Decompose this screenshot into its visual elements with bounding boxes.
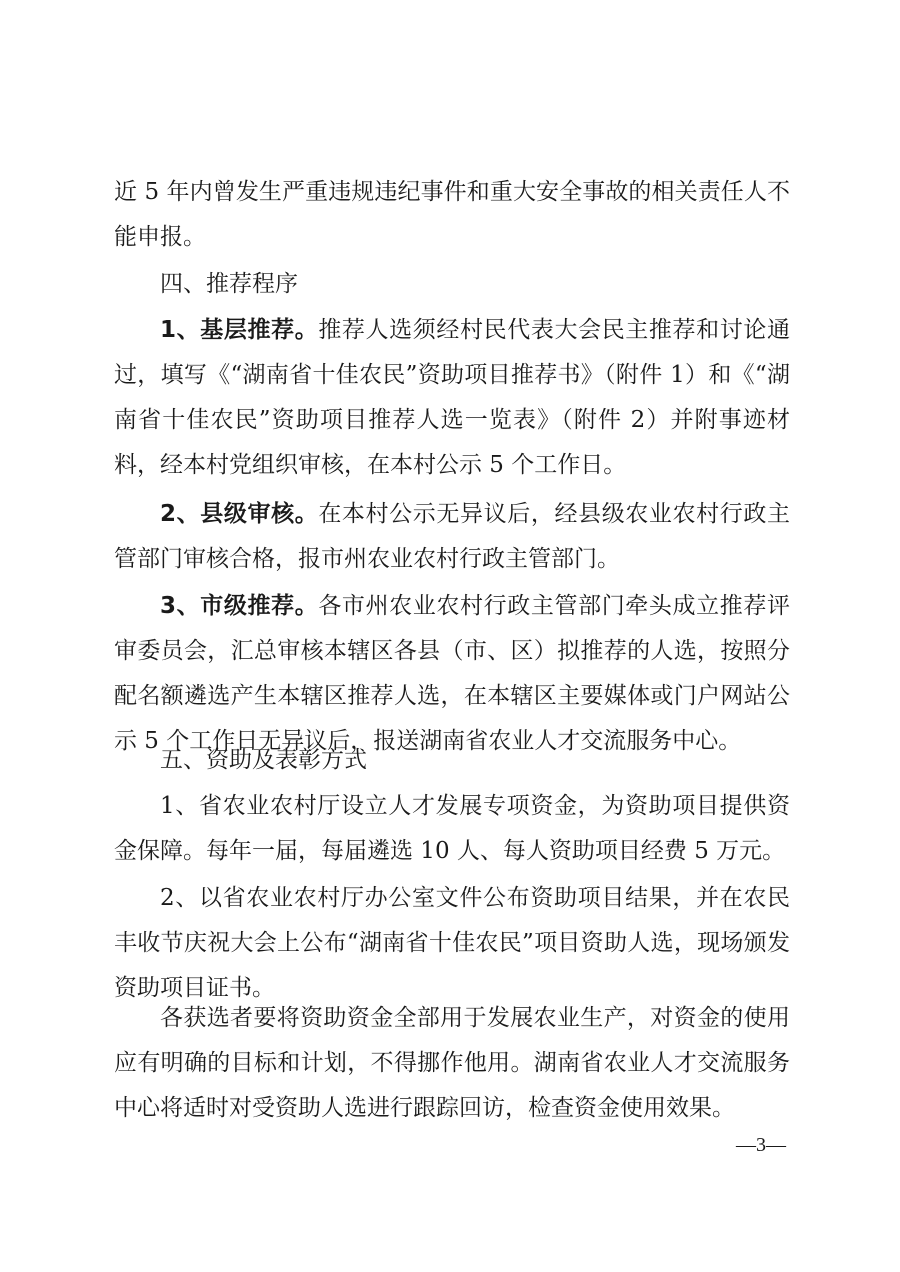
page-number: —3—	[736, 1134, 786, 1156]
item-city-recommendation	[114, 584, 790, 764]
item-lead: 1、基层推荐。	[160, 317, 319, 343]
item-grassroots-recommendation	[114, 308, 790, 488]
item-text: 在本村公示无异议后，经县级农业农村行政主管部门审核合格，报市州农业农村行政主管部门。	[114, 501, 790, 572]
item-text: 各市州农业农村行政主管部门牵头成立推荐评审委员会，汇总审核本辖区各县（市、区）拟推荐的人选，按照分配名额遴选产生本辖区推荐人选，在本辖区主要媒体或门户网站公示 5 个工作日无异议后，报送湖南省农业人才交流服务中心。	[114, 593, 790, 754]
item-text: 推荐人选须经村民代表大会民主推荐和讨论通过，填写《“湖南省十佳农民”资助项目推荐书》（附件 1）和《“湖南省十佳农民”资助项目推荐人选一览表》（附件 2）并附事迹材料，经本村党组织审核，在本村公示 5 个工作日。	[114, 317, 790, 478]
item-lead: 3、市级推荐。	[160, 593, 319, 619]
funding-paragraph-2: 2、以省农业农村厅办公室文件公布资助项目结果，并在农民丰收节庆祝大会上公布“湖南省十佳农民”项目资助人选，现场颁发资助项目证书。	[114, 885, 790, 1001]
continuation-paragraph: 近 5 年内曾发生严重违规违纪事件和重大安全事故的相关责任人不能申报。	[114, 179, 790, 250]
section-heading-funding-and-awards: 五、资助及表彰方式	[160, 747, 367, 773]
funding-paragraph-3: 各获选者要将资助资金全部用于发展农业生产，对资金的使用应有明确的目标和计划，不得挪作他用。湖南省农业人才交流服务中心将适时对受资助人选进行跟踪回访，检查资金使用效果。	[114, 1005, 790, 1121]
item-county-review	[114, 492, 790, 582]
funding-paragraph-1: 1、省农业农村厅设立人才发展专项资金，为资助项目提供资金保障。每年一届，每届遴选 10 人、每人资助项目经费 5 万元。	[114, 793, 790, 864]
section-heading-recommendation-procedure: 四、推荐程序	[160, 271, 298, 297]
item-lead: 2、县级审核。	[160, 501, 319, 527]
